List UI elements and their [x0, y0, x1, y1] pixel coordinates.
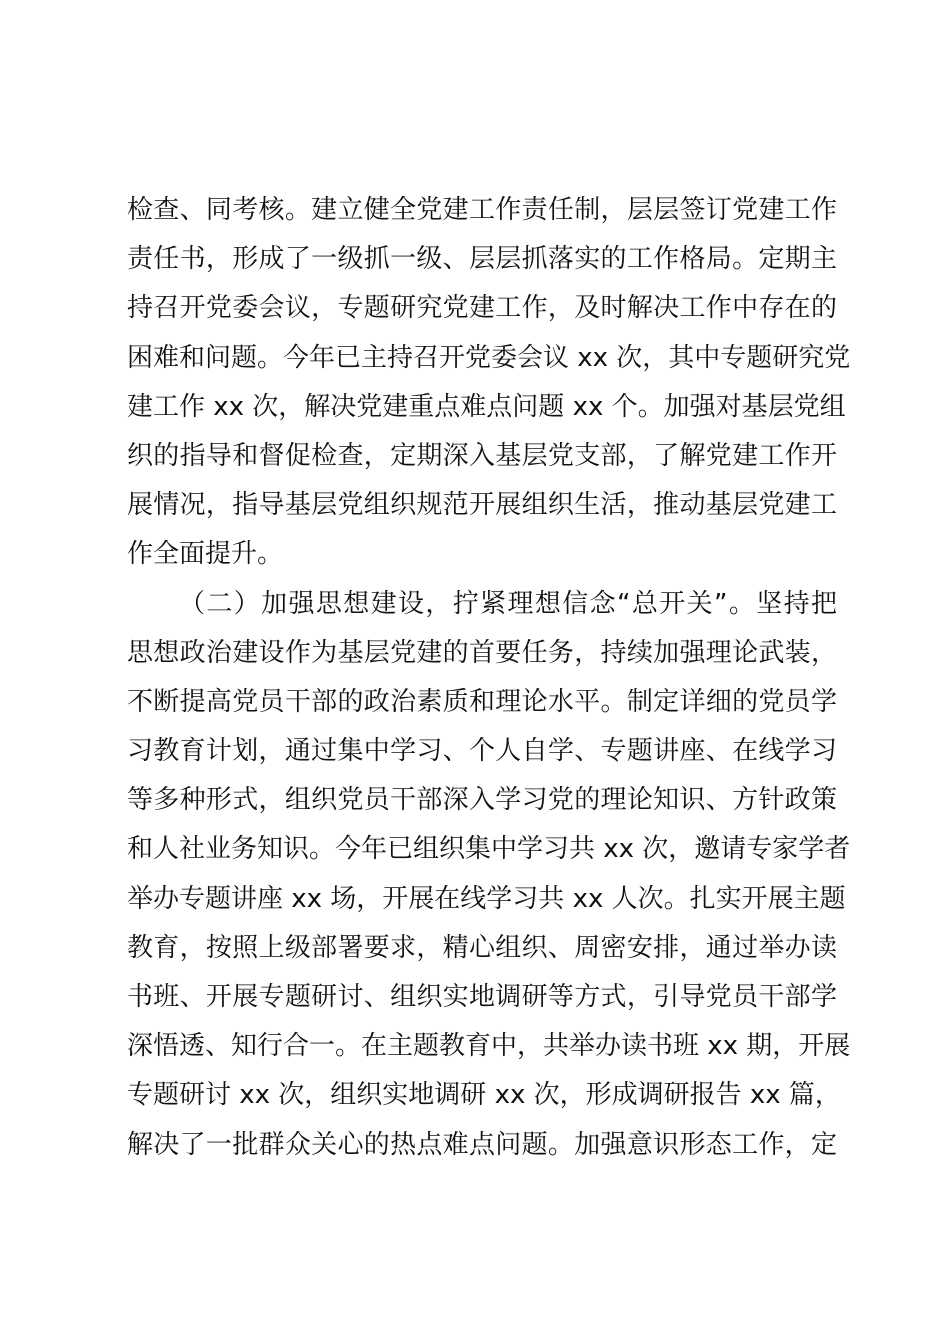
text-line: 责任书，形成了一级抓一级、层层抓落实的工作格局。定期主	[127, 244, 837, 275]
text-line: 习教育计划，通过集中学习、个人自学、专题讲座、在线学习	[127, 736, 837, 767]
text-line: 举办专题讲座 xx 场，开展在线学习共 xx 人次。扎实开展主题	[127, 883, 846, 914]
text-line: 等多种形式，组织党员干部深入学习党的理论知识、方针政策	[127, 785, 837, 816]
text-line: 解决了一批群众关心的热点难点问题。加强意识形态工作，定	[127, 1129, 837, 1160]
text-line: 教育，按照上级部署要求，精心组织、周密安排，通过举办读	[127, 932, 837, 963]
text-line: 深悟透、知行合一。在主题教育中，共举办读书班 xx 期，开展	[127, 1031, 851, 1062]
text-line: 展情况，指导基层党组织规范开展组织生活，推动基层党建工	[127, 490, 837, 521]
text-line: 建工作 xx 次，解决党建重点难点问题 xx 个。加强对基层党组	[127, 391, 846, 422]
text-line: 织的指导和督促检查，定期深入基层党支部，了解党建工作开	[127, 440, 837, 471]
section-heading-line: （二）加强思想建设，拧紧理想信念“总开关”。坚持把	[179, 588, 837, 619]
text-line: 困难和问题。今年已主持召开党委会议 xx 次，其中专题研究党	[127, 342, 851, 373]
text-line: 不断提高党员干部的政治素质和理论水平。制定详细的党员学	[127, 686, 837, 717]
text-line: 书班、开展专题研讨、组织实地调研等方式，引导党员干部学	[127, 982, 837, 1012]
text-line: 和人社业务知识。今年已组织集中学习共 xx 次，邀请专家学者	[127, 834, 851, 865]
text-line: 专题研讨 xx 次，组织实地调研 xx 次，形成调研报告 xx 篇，	[127, 1080, 841, 1111]
text-line: 持召开党委会议，专题研究党建工作，及时解决工作中存在的	[127, 293, 837, 324]
text-line: 作全面提升。	[127, 539, 284, 570]
body-text	[127, 186, 851, 1170]
text-line: 检查、同考核。建立健全党建工作责任制，层层签订党建工作	[127, 195, 837, 225]
text-line: 思想政治建设作为基层党建的首要任务，持续加强理论武装，	[127, 637, 837, 668]
